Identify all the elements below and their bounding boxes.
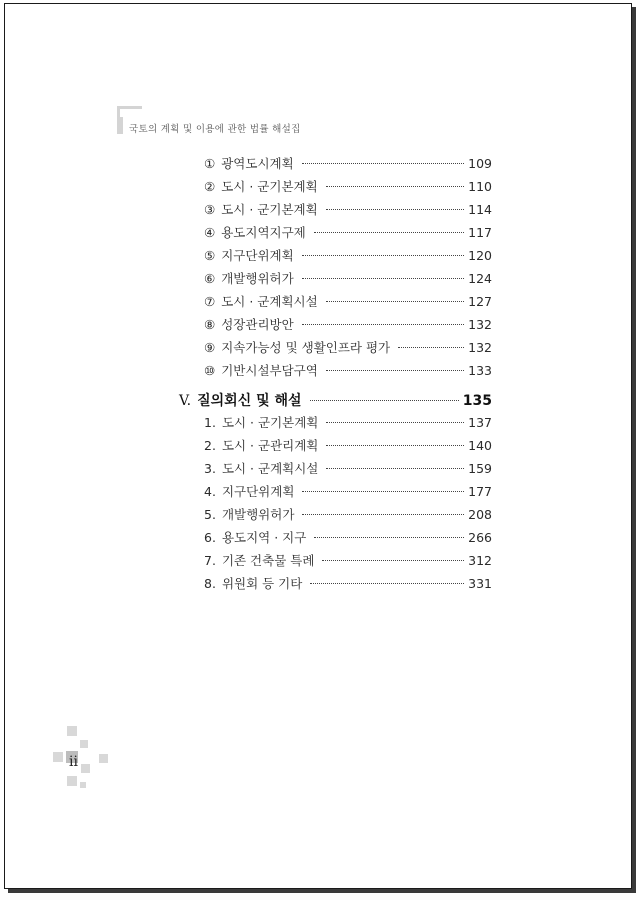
toc-entry-title: 용도지역 · 지구 [221, 530, 307, 545]
leader-dots [398, 347, 464, 348]
toc-entry[interactable] [204, 200, 492, 218]
toc-entry-number: ④ [204, 225, 216, 240]
toc-entry-number: ① [204, 156, 216, 171]
toc-entry-title: 도시 · 군계획시설 [221, 294, 318, 309]
section-title: 질의회신 및 해설 [197, 393, 302, 409]
toc-entry-number: 2. [204, 438, 216, 453]
toc-entry-title: 도시 · 군기본계획 [221, 415, 319, 430]
toc-entry-title: 광역도시계획 [221, 156, 294, 171]
leader-dots [302, 278, 464, 279]
leader-dots [326, 468, 464, 469]
leader-dots [326, 209, 464, 210]
toc-entry[interactable] [204, 315, 492, 333]
toc-entry-title: 성장관리방안 [221, 317, 294, 332]
toc-entry-title: 위원회 등 기타 [221, 576, 303, 591]
toc-entry[interactable] [204, 505, 492, 523]
toc-entry-title: 지속가능성 및 생활인프라 평가 [221, 340, 391, 355]
section-page: 135 [462, 393, 492, 409]
toc-entry-number: ⑧ [204, 317, 216, 332]
toc-entry-number: ⑨ [204, 340, 216, 355]
toc-entry-number: ⑥ [204, 271, 216, 286]
toc-entry-title: 기반시설부담구역 [221, 363, 318, 378]
leader-dots [302, 324, 464, 325]
toc-entry[interactable] [204, 338, 492, 356]
toc-entry-title: 용도지역지구제 [221, 225, 306, 240]
toc-section-heading[interactable] [179, 390, 492, 410]
toc-entry[interactable] [204, 223, 492, 241]
toc-entry-number: ⑦ [204, 294, 216, 309]
leader-dots [310, 400, 459, 401]
toc-entry[interactable] [204, 269, 492, 287]
toc-entry-number: 8. [204, 576, 216, 591]
toc-entry-page: 132 [468, 340, 492, 355]
toc-entry-number: 3. [204, 461, 216, 476]
toc-entry[interactable] [204, 154, 492, 172]
toc-entry-number: ⑤ [204, 248, 216, 263]
toc-entry-page: 117 [468, 225, 492, 240]
toc-entry-title: 도시 · 군기본계획 [221, 202, 318, 217]
toc-entry-number: 6. [204, 530, 216, 545]
leader-dots [326, 445, 464, 446]
toc-entry[interactable] [204, 482, 492, 500]
leader-dots [302, 255, 464, 256]
leader-dots [310, 583, 464, 584]
toc-entry-number: 5. [204, 507, 216, 522]
toc-entry-title: 기존 건축물 특례 [221, 553, 315, 568]
leader-dots [326, 186, 464, 187]
leader-dots [326, 370, 464, 371]
toc-entry-number: 7. [204, 553, 216, 568]
toc-entry[interactable] [204, 246, 492, 264]
toc-entry[interactable] [204, 413, 492, 431]
toc-entry-number: 1. [204, 415, 216, 430]
toc-entry-page: 137 [468, 415, 492, 430]
toc-entry[interactable] [204, 528, 492, 546]
toc-entry-number: 4. [204, 484, 216, 499]
toc-entry-page: 110 [468, 179, 492, 194]
toc-entry[interactable] [204, 574, 492, 592]
toc-entry-page: 159 [468, 461, 492, 476]
toc-entry-title: 도시 · 군관리계획 [221, 438, 319, 453]
toc-entry-page: 140 [468, 438, 492, 453]
leader-dots [302, 163, 464, 164]
toc-entry-title: 도시 · 군기본계획 [221, 179, 318, 194]
leader-dots [302, 514, 464, 515]
leader-dots [302, 491, 464, 492]
toc-entry-number: ⑩ [204, 363, 216, 378]
toc-entry[interactable] [204, 436, 492, 454]
toc-entry-number: ② [204, 179, 216, 194]
toc-entry-page: 177 [468, 484, 492, 499]
toc-entry[interactable] [204, 292, 492, 310]
toc-entry-title: 지구단위계획 [221, 248, 294, 263]
toc-entry-page: 133 [468, 363, 492, 378]
document-page [4, 3, 632, 889]
leader-dots [314, 232, 464, 233]
toc-entry-page: 266 [468, 530, 492, 545]
leader-dots [326, 301, 464, 302]
toc-entry-number: ③ [204, 202, 216, 217]
toc-entry[interactable] [204, 459, 492, 477]
running-title: 국토의 계획 및 이용에 관한 법률 해설집 [129, 124, 301, 135]
toc-entry-page: 331 [468, 576, 492, 591]
toc-entry-title: 개발행위허가 [221, 507, 295, 522]
toc-entry-page: 208 [468, 507, 492, 522]
toc-entry-page: 132 [468, 317, 492, 332]
toc-entry[interactable] [204, 361, 492, 379]
toc-entry-page: 120 [468, 248, 492, 263]
toc-entry[interactable] [204, 177, 492, 195]
toc-entry-title: 지구단위계획 [221, 484, 295, 499]
section-number: V. [179, 393, 192, 409]
toc-entry[interactable] [204, 551, 492, 569]
toc-entry-page: 109 [468, 156, 492, 171]
toc-entry-title: 도시 · 군계획시설 [221, 461, 319, 476]
leader-dots [326, 422, 464, 423]
leader-dots [314, 537, 464, 538]
toc-entry-page: 124 [468, 271, 492, 286]
toc-entry-title: 개발행위허가 [221, 271, 294, 286]
leader-dots [322, 560, 464, 561]
page-number: ii [69, 754, 78, 770]
toc-entry-page: 312 [468, 553, 492, 568]
toc-entry-page: 127 [468, 294, 492, 309]
toc-entry-page: 114 [468, 202, 492, 217]
